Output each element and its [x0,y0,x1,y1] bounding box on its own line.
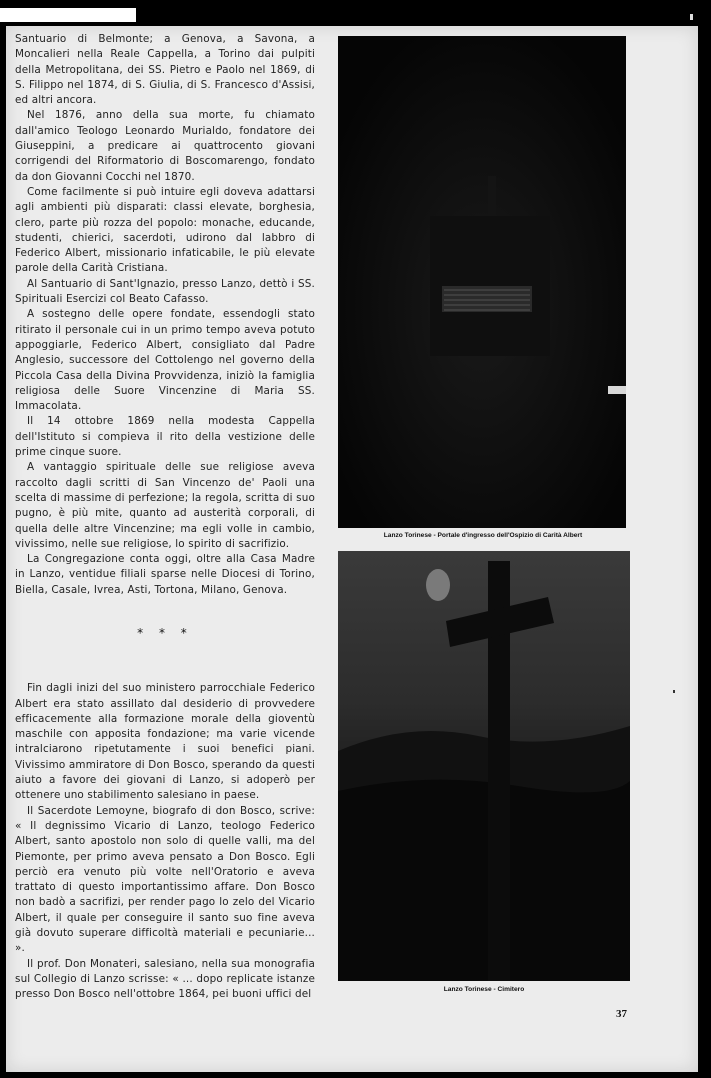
portal-image [338,36,626,528]
page-number: 37 [616,1008,627,1020]
paragraph: Al Santuario di Sant'Ignazio, presso Lanzo, dettò i SS. Spirituali Esercizi col Beato Cafasso. [15,277,315,306]
paragraph: Come facilmente si può intuire egli doveva adattarsi agli ambienti più disparati: classi elevate, borghesia, clero, parte più rozza del popolo: monache, educande, studenti, chierici, sacerdoti, udirono dal labbro di Federico Albert, missionario infaticabile, le più elevate parole della Carità Cristiana. [15,185,315,275]
paragraph: Il Sacerdote Lemoyne, biografo di don Bosco, scrive: « Il degnissimo Vicario di Lanzo, teologo Federico Albert, santo apostolo non solo di quelle valli, ma del Piemonte, per primo aveva pensato a Don Bosco. Egli perciò era venuto più volte nell'Oratorio e aveva trattato di questo importantissimo affare. Don Bosco non badò a sacrifizi, per render pago lo zelo del Vicario Albert, il quale per conseguire il santo suo fine aveva già dovuto superare difficoltà materiali e pecuniarie... ». [15,804,315,955]
paragraph: Nel 1876, anno della sua morte, fu chiamato dall'amico Teologo Leonardo Murialdo, fondatore dei Giuseppini, a predicare ai quattrocento giovani corrigendi del Riformatorio di Boscomarengo, fondato da don Giovanni Cocchi nel 1870. [15,109,315,183]
text-column [15,32,315,1003]
caption-cemetery: Lanzo Torinese - Cimitero [443,986,525,993]
paragraph: A sostegno delle opere fondate, essendogli stato ritirato il personale cui in un primo tempo aveva potuto appoggiarle, Federico Albert, consigliato dal Padre Anglesio, successore del Cottolengo nel governo della Piccola Casa della Divina Provvidenza, iniziò la famiglia religiosa delle Suore Vincenzine di Maria SS. Immacolata. [15,308,315,413]
paragraph: A vantaggio spirituale delle sue religiose aveva raccolto dagli scritti di San Vincenzo de' Paoli una scelta di massime di perfezione; la regola, scritta di suo pugno, è più mite, quanto ad austerità corporali, di quella delle altre Vincenzine; ma egli volle in cambio, vivissimo, nelle sue religiose, lo spirito di sacrifizio. [15,461,315,550]
paragraph: Il prof. Don Monateri, salesiano, nella sua monografia sul Collegio di Lanzo scrisse: « ... dopo replicate istanze presso Don Bosco nell'ottobre 1864, pei buoni uffici del [15,957,315,1001]
paragraph: La Congregazione conta oggi, oltre alla Casa Madre in Lanzo, ventidue filiali sparse nelle Diocesi di Torino, Biella, Casale, Ivrea, Asti, Tortona, Milano, Genova. [15,553,315,596]
margin-mark [673,690,675,693]
cemetery-cross-image [338,551,630,981]
top-strip [0,8,136,22]
photo-portal [338,36,626,528]
paragraph: Santuario di Belmonte; a Genova, a Savona, a Moncalieri nella Reale Cappella, a Torino dai pulpiti della Metropolitana, dei SS. Pietro e Paolo nel 1869, di S. Filippo nel 1874, di S. Giulia, di S. Francesco d'Assisi, ed altri ancora. [15,33,315,107]
edge-mark [690,14,693,20]
paragraph: Il 14 ottobre 1869 nella modesta Cappella dell'Istituto si compieva il rito della vestizione delle prime cinque suore. [15,415,315,459]
paragraph: Fin dagli inizi del suo ministero parrocchiale Federico Albert era stato assillato dal desiderio di provvedere efficacemente alla formazione morale della gioventù maschile con apposita fondazione; ma varie vicende intralciarono ripetutamente i suoi benefici piani. Vivissimo ammiratore di Don Bosco, sperando da questi aiuto a favore dei giovani di Lanzo, si adoperò per ottenere uno stabilimento salesiano in paese. [15,682,315,802]
caption-portal: Lanzo Torinese - Portale d'ingresso dell'Ospizio di Carità Albert [383,532,583,539]
section-separator: * * * [137,625,193,640]
photo-cemetery [338,551,630,981]
